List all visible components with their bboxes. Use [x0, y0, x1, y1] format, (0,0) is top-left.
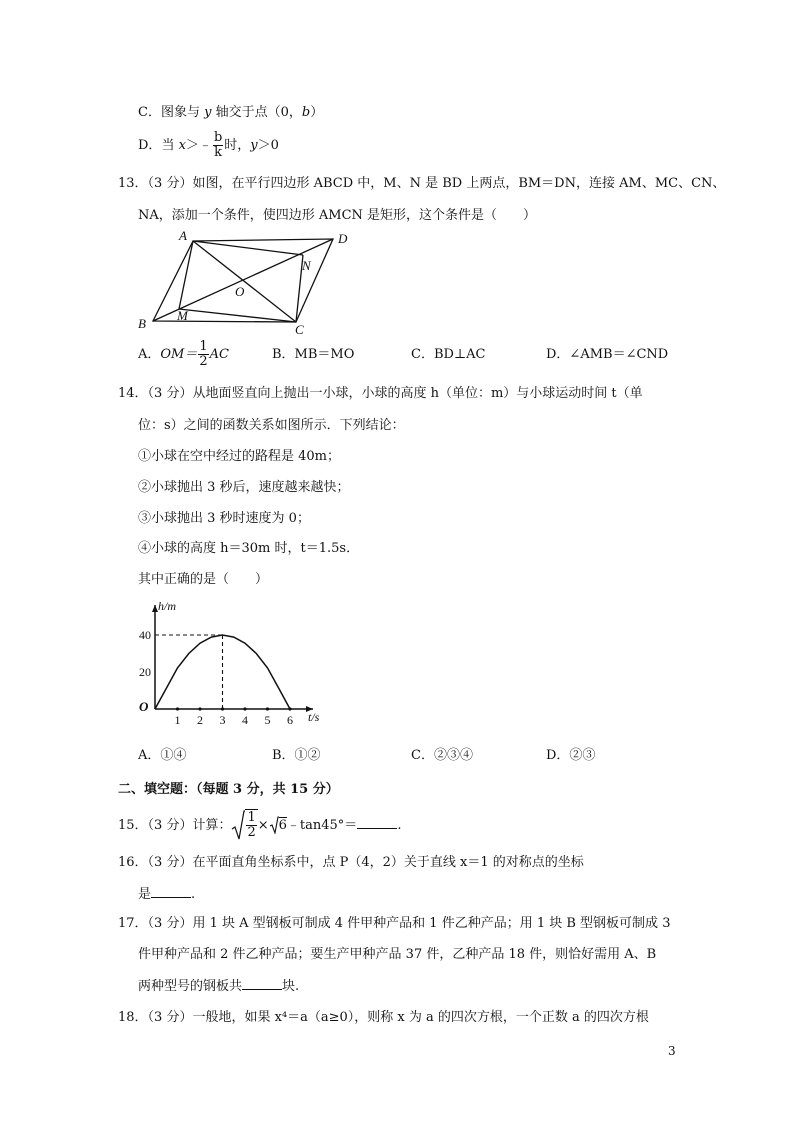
- page-number: 3: [668, 1044, 676, 1058]
- origin-label: O: [139, 699, 149, 714]
- x-axis-label: t/s: [308, 710, 320, 724]
- q14-statement-1: ①小球在空中经过的路程是 40m；: [138, 449, 341, 464]
- q14-option-a: A．①④: [138, 748, 187, 763]
- sqrt-six: 6: [269, 810, 287, 842]
- q14-option-d: D．②③: [546, 748, 596, 763]
- answer-blank[interactable]: [242, 977, 282, 990]
- x-tick-mark-3: [221, 707, 224, 710]
- fraction-one-half: $\frac{1}{2}$: [199, 339, 208, 369]
- radical-sign-large: [231, 810, 245, 842]
- q13-option-a: A．OM＝ $\frac{1}{2}$ AC: [138, 339, 229, 369]
- y-axis-label: h/m: [158, 599, 176, 613]
- x-tick-label-2: 2: [197, 713, 203, 727]
- q14-stem-line2: 位：s）之间的函数关系如图所示．下列结论：: [138, 418, 405, 433]
- answer-blank[interactable]: [151, 885, 191, 898]
- x-tick-mark-5: [266, 707, 269, 710]
- q17-line3: 两种型号的钢板共 块.: [138, 979, 300, 994]
- q15: 15．（3 分）计算： $\frac{1}{2}$ × 6﹣tan45°＝ .: [118, 810, 402, 840]
- label-n: N: [302, 258, 311, 273]
- label-b: B: [138, 316, 146, 331]
- q18-line1: 18．（3 分）一般地，如果 x⁴＝a（a≥0），则称 x 为 a 的四次方根，一个正数 a 的四次方根: [118, 1010, 649, 1025]
- label-m: M: [177, 308, 188, 323]
- q13-option-b: B．MB＝MO: [272, 347, 355, 362]
- fraction-b-over-k: $\frac{b}{k}$: [213, 130, 223, 160]
- x-tick-mark-4: [243, 707, 246, 710]
- x-tick-label-5: 5: [264, 713, 271, 727]
- label-a: A: [179, 228, 187, 243]
- x-tick-label-1: 1: [174, 713, 181, 727]
- q13-stem-line1: 13．（3 分）如图，在平行四边形 ABCD 中，M、N 是 BD 上两点，BM＝DN，连接 AM、MC、CN、: [118, 176, 726, 191]
- q13-option-d: D．∠AMB＝∠CND: [546, 347, 669, 362]
- label-c: C: [295, 322, 304, 337]
- section-heading-fill-in: 二、填空题：（每题 3 分，共 15 分）: [118, 782, 339, 797]
- q12-option-c: C．图象与 y 轴交于点（0，b）: [138, 105, 324, 120]
- height-time-chart: [133, 597, 333, 727]
- segment-am: [179, 241, 193, 309]
- label-d: D: [338, 231, 348, 246]
- parallelogram-figure: [135, 228, 365, 340]
- y-tick-label-20: 20: [139, 665, 151, 679]
- segment-mc: [179, 309, 296, 322]
- q14-option-b: B．①②: [272, 748, 321, 763]
- q14-question: 其中正确的是（ ）: [138, 572, 269, 587]
- x-tick-mark-6: [288, 707, 291, 710]
- x-tick-mark-1: [176, 707, 179, 710]
- q14-option-c: C．②③④: [411, 748, 473, 763]
- label-o: O: [235, 284, 245, 299]
- q13-option-c: C．BD⊥AC: [411, 347, 486, 362]
- y-tick-label-40: 40: [139, 628, 151, 642]
- x-tick-label-3: 3: [219, 713, 226, 727]
- q16-line2: 是 .: [138, 887, 196, 902]
- q14-stem-line1: 14．（3 分）从地面竖直向上抛出一小球，小球的高度 h（单位：m）与小球运动时间 t（单: [118, 386, 643, 401]
- q17-line2: 件甲种产品和 2 件乙种产品；要生产甲种产品 37 件，乙种产品 18 件，则恰好需用 A、B: [138, 947, 657, 962]
- q13-stem-line2: NA，添加一个条件，使四边形 AMCN 是矩形，这个条件是（ ）: [138, 208, 537, 223]
- answer-blank[interactable]: [357, 816, 397, 829]
- x-tick-label-4: 4: [242, 713, 248, 727]
- diagonal-ac: [193, 241, 296, 322]
- radical-sign-small: [269, 816, 279, 834]
- q14-statement-2: ②小球抛出 3 秒后，速度越来越快；: [138, 480, 350, 495]
- q17-line1: 17．（3 分）用 1 块 A 型钢板可制成 4 件甲种产品和 1 件乙种产品；用 1 块 B 型钢板可制成 3: [118, 916, 671, 931]
- x-tick-mark-2: [198, 707, 201, 710]
- sqrt-one-half: $\frac{1}{2}$: [231, 809, 257, 842]
- q14-statement-3: ③小球抛出 3 秒时速度为 0；: [138, 511, 310, 526]
- segment-na: [193, 241, 303, 255]
- x-tick-label-6: 6: [287, 713, 293, 727]
- q14-statement-4: ④小球的高度 h＝30m 时，t＝1.5s．: [138, 541, 360, 556]
- q12-option-d: D．当 x＞﹣ $\frac{b}{k}$ 时，y＞0: [138, 130, 279, 160]
- q16-line1: 16．（3 分）在平面直角坐标系中，点 P（4，2）关于直线 x＝1 的对称点的坐标: [118, 855, 584, 870]
